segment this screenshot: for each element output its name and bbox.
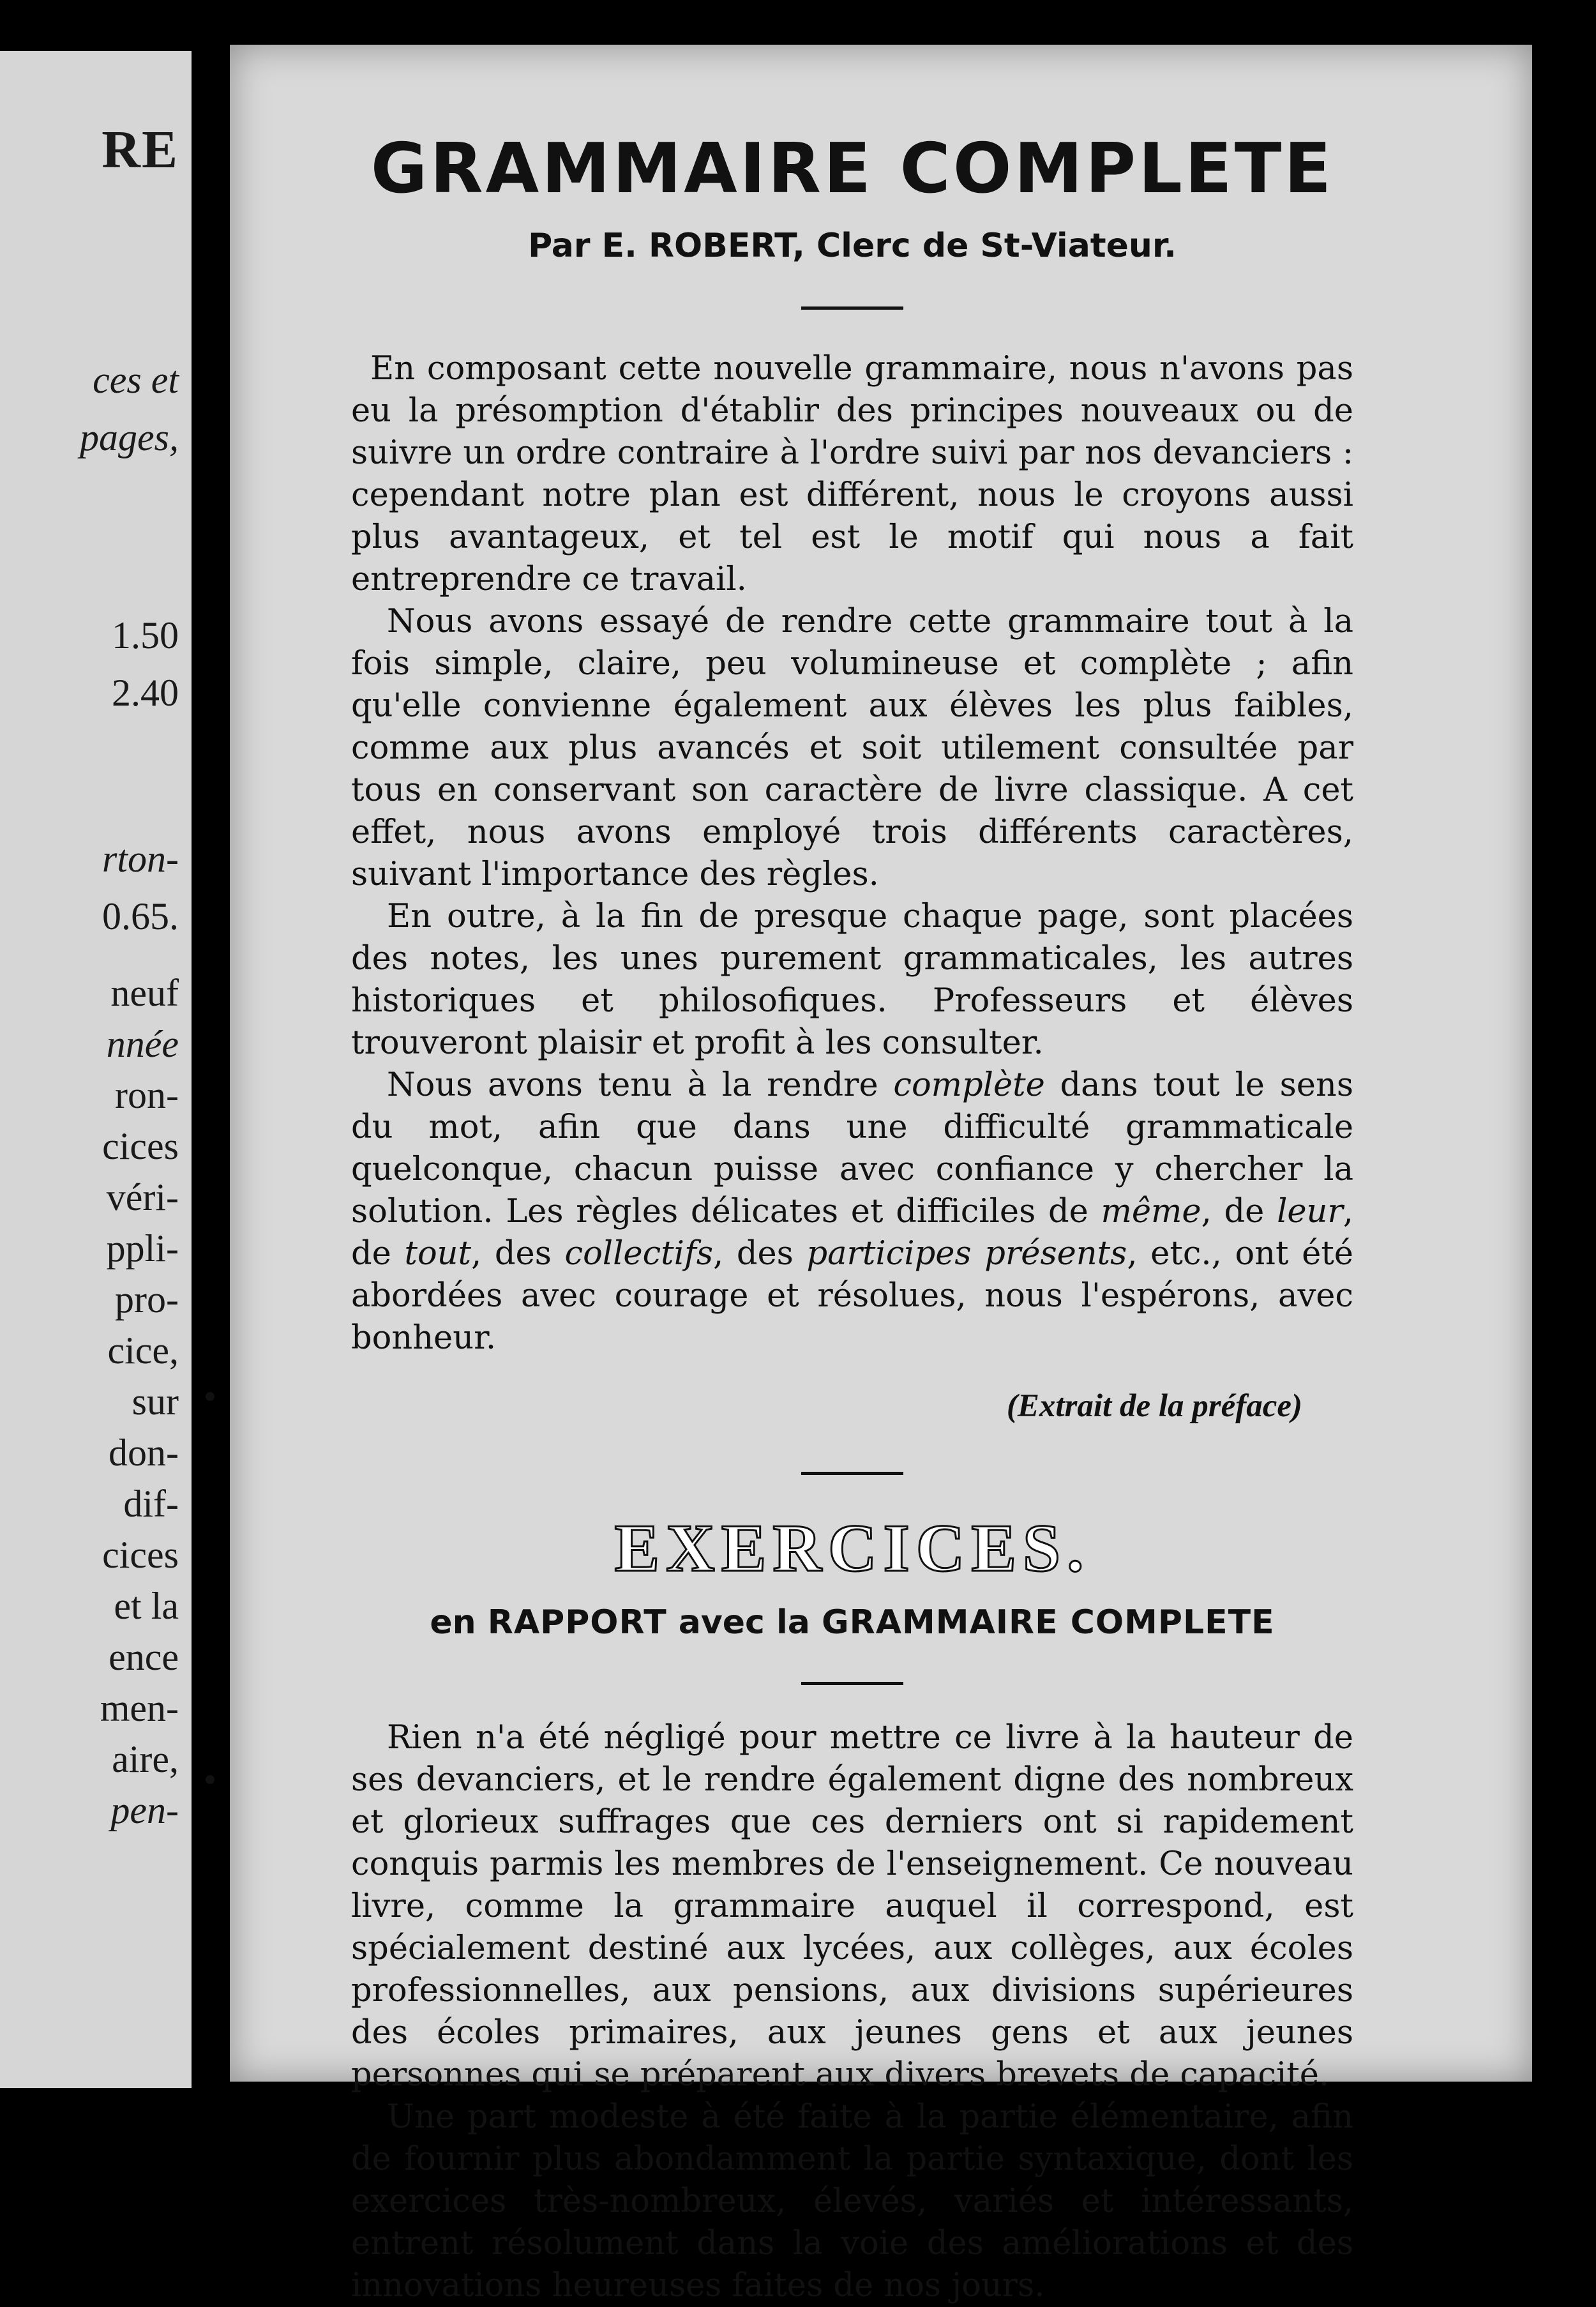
left-page-line: dif- xyxy=(123,1483,179,1525)
left-page-line: pages, xyxy=(80,416,179,458)
exercices-paragraph: Une part modeste à été faite à la partie élémentaire, afin de fournir plus abondamment la partie syntaxique, dont les exercices très-nombreux, élevés, variés et intéressants, entrent résolument dans la voie des améliorations et des innovations heureuses faites de nos jours. xyxy=(351,2098,1353,2304)
divider-rule xyxy=(801,1682,903,1685)
exercices-title: EXERCICES. xyxy=(614,1511,1090,1585)
preface-paragraph: En outre, à la fin de presque chaque page, sont placées des notes, les unes purement grammaticales, les autres historiques et philosofiques. Professeurs et élèves trouveront plaisir et profit à les consulter. xyxy=(351,898,1353,1062)
left-page-line: pro- xyxy=(115,1278,179,1320)
left-page-line: neuf xyxy=(110,972,179,1014)
left-page-line: véri- xyxy=(106,1176,179,1218)
left-page-line: men- xyxy=(100,1687,179,1729)
left-page-line: cice, xyxy=(107,1329,179,1372)
left-page-line: nnée xyxy=(106,1023,179,1065)
left-page-line: cices xyxy=(102,1125,179,1167)
spine-stitch-mark xyxy=(206,1392,215,1401)
exercices-subtitle: en RAPPORT avec la GRAMMAIRE COMPLETE xyxy=(430,1603,1275,1642)
left-page-line: RE xyxy=(102,120,179,179)
left-page-line: rton- xyxy=(102,838,179,880)
left-page-line: pen- xyxy=(110,1789,179,1831)
left-page-line: aire, xyxy=(112,1738,179,1780)
preface-paragraph: En composant cette nouvelle grammaire, nous n'avons pas eu la présomption d'établir des principes nouveaux ou de suivre un ordre contraire à l'ordre suivi par nos devanciers : cependant notre plan est différent, nous le croyons aussi plus avantageux, et tel est le motif qui nous a fait entreprendre ce travail. xyxy=(351,350,1353,598)
left-page-line: 1.50 xyxy=(112,614,179,656)
preface-paragraph: Nous avons essayé de rendre cette grammaire tout à la fois simple, claire, peu volumineuse et complète ; afin qu'elle convienne également aux élèves les plus faibles, comme aux plus avancés et soit utilement consultée par tous en conservant son caractère de livre classique. A cet effet, nous avons employé trois différents caractères, suivant l'importance des règles. xyxy=(351,603,1353,893)
left-page-line: 2.40 xyxy=(112,672,179,714)
left-page-line: ces et xyxy=(93,359,179,401)
left-page-line: ppli- xyxy=(106,1227,179,1269)
book-gutter xyxy=(192,0,230,2125)
left-page-line: ron- xyxy=(115,1074,179,1116)
left-page-line: sur xyxy=(132,1380,179,1423)
left-page-line: cices xyxy=(102,1534,179,1576)
divider-rule xyxy=(801,306,903,310)
left-page-line: 0.65. xyxy=(102,895,179,937)
divider-rule xyxy=(801,1472,903,1475)
preface-paragraph: Nous avons tenu à la rendre complète dans tout le sens du mot, afin que dans une difficulté grammaticale quelconque, chacun puisse avec confiance y chercher la solution. Les règles délicates et difficiles de même, de leur, de tout, des collectifs, des participes présents, etc., ont été abordées avec courage et résolues, nous l'espérons, avec bonheur. xyxy=(351,1066,1354,1357)
left-page-line: don- xyxy=(109,1432,179,1474)
left-page-line: ence xyxy=(109,1636,179,1678)
author-byline: Par E. ROBERT, Clerc de St-Viateur. xyxy=(528,227,1177,265)
left-page-fragment xyxy=(0,51,192,2088)
spine-stitch-mark xyxy=(206,1775,215,1784)
left-page-line: et la xyxy=(114,1585,179,1627)
exercices-paragraph: Rien n'a été négligé pour mettre ce livre à la hauteur de ses devanciers, et le rendre également digne des nombreux et glorieux suffrages que ces derniers ont si rapidement conquis parmis les membres de l'enseignement. Ce nouveau livre, comme la grammaire auquel il correspond, est spécialement destiné aux lycées, aux collèges, aux écoles professionnelles, aux pensions, aux divisions supérieures des écoles primaires, aux jeunes gens et aux jeunes personnes qui se préparent aux divers brevets de capacité. xyxy=(351,1719,1353,2094)
grammaire-title: GRAMMAIRE COMPLETE xyxy=(370,129,1334,209)
page-content xyxy=(351,128,1353,2307)
right-page xyxy=(230,45,1532,2304)
preface-attribution: (Extrait de la préface) xyxy=(1006,1388,1302,1424)
